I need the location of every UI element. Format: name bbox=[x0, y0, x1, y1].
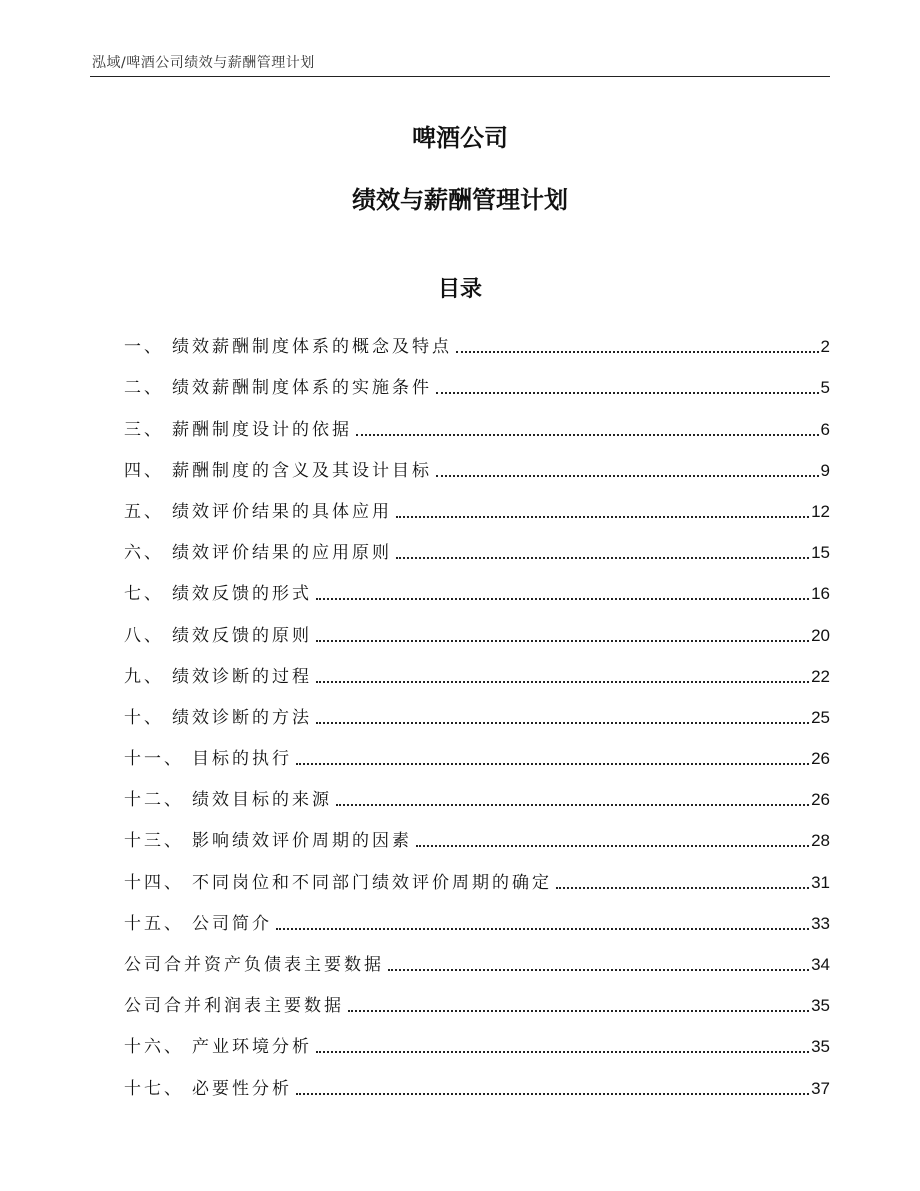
toc-entry-label: 绩效目标的来源 bbox=[192, 790, 332, 811]
toc-entry-number: 十一、 bbox=[124, 749, 184, 770]
toc-entry-page: 22 bbox=[811, 666, 830, 686]
toc-entry-label: 公司简介 bbox=[192, 913, 272, 934]
toc-entry-label: 薪酬制度设计的依据 bbox=[172, 419, 352, 440]
toc-entry-label: 绩效诊断的过程 bbox=[172, 666, 312, 687]
toc-entry-page: 34 bbox=[811, 955, 830, 974]
toc-entry[interactable] bbox=[124, 648, 830, 689]
toc-entry[interactable] bbox=[124, 359, 830, 400]
document-title-plan: 绩效与薪酬管理计划 bbox=[352, 186, 568, 214]
toc-entry-number: 十五、 bbox=[124, 913, 184, 934]
toc-entry[interactable] bbox=[124, 1018, 830, 1059]
toc-leader-dots bbox=[356, 434, 819, 436]
toc-entry-number: 七、 bbox=[124, 584, 164, 605]
toc-entry-number: 五、 bbox=[124, 501, 164, 522]
toc-entry-page: 35 bbox=[811, 996, 830, 1016]
header-rule bbox=[90, 76, 830, 77]
toc-leader-dots bbox=[436, 392, 819, 394]
toc-entry-page: 25 bbox=[811, 707, 830, 727]
toc-entry-number: 十六、 bbox=[124, 1037, 184, 1058]
toc-entry-label: 影响绩效评价周期的因素 bbox=[192, 831, 412, 852]
toc-entry-label: 公司合并资产负债表主要数据 bbox=[124, 955, 384, 975]
toc-entry[interactable] bbox=[124, 318, 830, 359]
toc-entry[interactable] bbox=[124, 812, 830, 853]
toc-entry-label: 绩效诊断的方法 bbox=[172, 707, 312, 728]
toc-entry[interactable] bbox=[124, 895, 830, 936]
toc-entry[interactable] bbox=[124, 689, 830, 730]
toc-leader-dots bbox=[436, 475, 819, 477]
toc-entry-label: 绩效评价结果的具体应用 bbox=[172, 501, 392, 522]
running-header: 泓域/啤酒公司绩效与薪酬管理计划 bbox=[92, 55, 315, 71]
toc-entry-number: 十二、 bbox=[124, 790, 184, 811]
toc-entry-page: 28 bbox=[811, 831, 830, 851]
toc-leader-dots bbox=[556, 887, 809, 889]
toc-entry-label: 薪酬制度的含义及其设计目标 bbox=[172, 460, 432, 481]
toc-leader-dots bbox=[416, 845, 809, 847]
toc-leader-dots bbox=[336, 804, 809, 806]
toc-entry-number: 十三、 bbox=[124, 831, 184, 852]
toc-entry-label: 绩效评价结果的应用原则 bbox=[172, 543, 392, 564]
toc-entry-label: 绩效反馈的形式 bbox=[172, 584, 312, 605]
toc-entry-number: 十四、 bbox=[124, 872, 184, 893]
toc-entry-number: 一、 bbox=[124, 337, 164, 358]
toc-entry[interactable] bbox=[124, 977, 830, 1018]
toc-leader-dots bbox=[316, 598, 809, 600]
toc-entry-label: 必要性分析 bbox=[192, 1078, 292, 1099]
toc-entry-label: 绩效反馈的原则 bbox=[172, 625, 312, 646]
toc-entry-page: 33 bbox=[811, 913, 830, 933]
toc-entry-page: 2 bbox=[820, 337, 830, 357]
toc-entry-page: 26 bbox=[811, 790, 830, 810]
document-title-company: 啤酒公司 bbox=[412, 124, 508, 152]
toc-entry-page: 16 bbox=[811, 584, 830, 604]
toc-entry[interactable] bbox=[124, 853, 830, 894]
toc-leader-dots bbox=[396, 557, 809, 559]
toc-entry-number: 三、 bbox=[124, 419, 164, 440]
toc-leader-dots bbox=[316, 722, 809, 724]
toc-leader-dots bbox=[316, 1051, 809, 1053]
toc-leader-dots bbox=[296, 1093, 809, 1095]
toc-entry-page: 5 bbox=[820, 378, 830, 398]
toc-leader-dots bbox=[296, 763, 809, 765]
toc-entry-number: 九、 bbox=[124, 666, 164, 687]
toc-entry-label: 绩效薪酬制度体系的概念及特点 bbox=[172, 337, 452, 358]
toc-entry-page: 26 bbox=[811, 749, 830, 769]
toc-leader-dots bbox=[396, 516, 809, 518]
toc-entry-label: 公司合并利润表主要数据 bbox=[124, 996, 344, 1017]
toc-entry-page: 20 bbox=[811, 625, 830, 645]
toc-entry-number: 八、 bbox=[124, 625, 164, 646]
toc-entry-label: 不同岗位和不同部门绩效评价周期的确定 bbox=[192, 872, 552, 893]
toc-entry[interactable] bbox=[124, 565, 830, 606]
toc-entry[interactable] bbox=[124, 1059, 830, 1100]
table-of-contents bbox=[124, 318, 830, 1101]
toc-entry-number: 六、 bbox=[124, 543, 164, 564]
toc-entry-number: 二、 bbox=[124, 378, 164, 399]
toc-entry-page: 31 bbox=[811, 872, 830, 892]
toc-entry[interactable] bbox=[124, 524, 830, 565]
toc-entry[interactable] bbox=[124, 483, 830, 524]
toc-leader-dots bbox=[388, 969, 809, 971]
toc-entry-page: 9 bbox=[820, 460, 830, 480]
toc-entry-page: 15 bbox=[811, 543, 830, 563]
toc-entry-page: 6 bbox=[820, 419, 830, 439]
toc-entry-page: 35 bbox=[811, 1037, 830, 1057]
toc-entry[interactable] bbox=[124, 400, 830, 441]
toc-leader-dots bbox=[316, 681, 809, 683]
toc-entry-label: 产业环境分析 bbox=[192, 1037, 312, 1058]
toc-leader-dots bbox=[316, 640, 809, 642]
toc-entry[interactable] bbox=[124, 771, 830, 812]
toc-leader-dots bbox=[456, 351, 819, 353]
toc-heading: 目录 bbox=[437, 277, 482, 302]
toc-entry-label: 绩效薪酬制度体系的实施条件 bbox=[172, 378, 432, 399]
toc-entry[interactable] bbox=[124, 936, 830, 977]
toc-entry-number: 四、 bbox=[124, 460, 164, 481]
toc-entry[interactable] bbox=[124, 606, 830, 647]
toc-leader-dots bbox=[348, 1010, 809, 1012]
toc-entry-number: 十、 bbox=[124, 707, 164, 728]
toc-entry-page: 37 bbox=[811, 1078, 830, 1098]
toc-entry-page: 12 bbox=[811, 501, 830, 521]
toc-entry-label: 目标的执行 bbox=[192, 749, 292, 770]
toc-entry[interactable] bbox=[124, 442, 830, 483]
toc-entry[interactable] bbox=[124, 730, 830, 771]
toc-entry-number: 十七、 bbox=[124, 1078, 184, 1099]
toc-leader-dots bbox=[276, 928, 809, 930]
